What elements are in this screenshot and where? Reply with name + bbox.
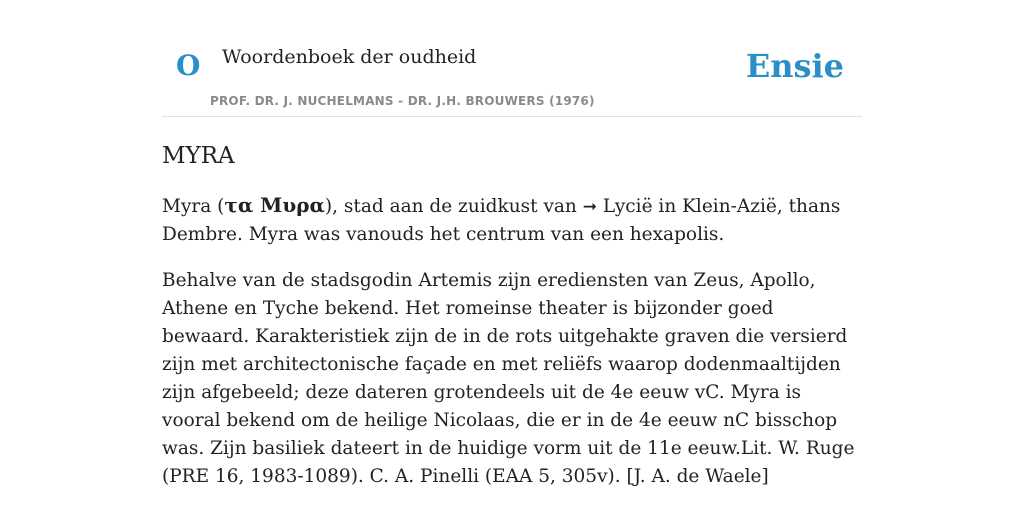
book-header bbox=[162, 0, 862, 117]
paragraph-text: ), stad aan de zuidkust van bbox=[324, 195, 583, 217]
paragraph-text: Myra ( bbox=[162, 195, 225, 217]
entry-paragraph-2: Behalve van de stadsgodin Artemis zijn erediensten van Zeus, Apollo, Athene en Tyche bekend. Het romeinse theater is bijzonder goed bewaard. Karakteristiek zijn de in de rots uitgehakte graven die versierd zijn met architectonische façade en met reliëfs waarop dodenmaaltijden zijn afgebeeld; deze dateren grotendeels uit de 4e eeuw vC. Myra is vooral bekend om de heilige Nicolaas, die er in de 4e eeuw nC bisschop was. Zijn basiliek dateert in de huidige vorm uit de 11e eeuw.Lit. W. Ruge (PRE 16, 1983-1089). C. A. Pinelli (EAA 5, 305v). [J. A. de Waele] bbox=[162, 269, 855, 487]
cross-reference-link[interactable]: Lycië bbox=[602, 195, 653, 217]
greek-name: τα Μυρα bbox=[224, 192, 325, 217]
book-title[interactable]: Woordenboek der oudheid bbox=[222, 46, 477, 68]
entry-title: MYRA bbox=[162, 143, 235, 169]
cross-reference-arrow-icon: ➞ bbox=[582, 196, 597, 217]
index-letter[interactable]: O bbox=[176, 49, 201, 82]
paragraph-text: in Klein-Azië, thans Dembre. Myra was vanouds het centrum van een hexapolis. bbox=[162, 195, 841, 245]
ensie-logo[interactable]: Ensie bbox=[745, 47, 844, 85]
book-authors: PROF. DR. J. NUCHELMANS - DR. J.H. BROUWERS (1976) bbox=[210, 94, 595, 108]
page bbox=[162, 0, 862, 491]
entry-paragraph-1 bbox=[162, 191, 862, 249]
